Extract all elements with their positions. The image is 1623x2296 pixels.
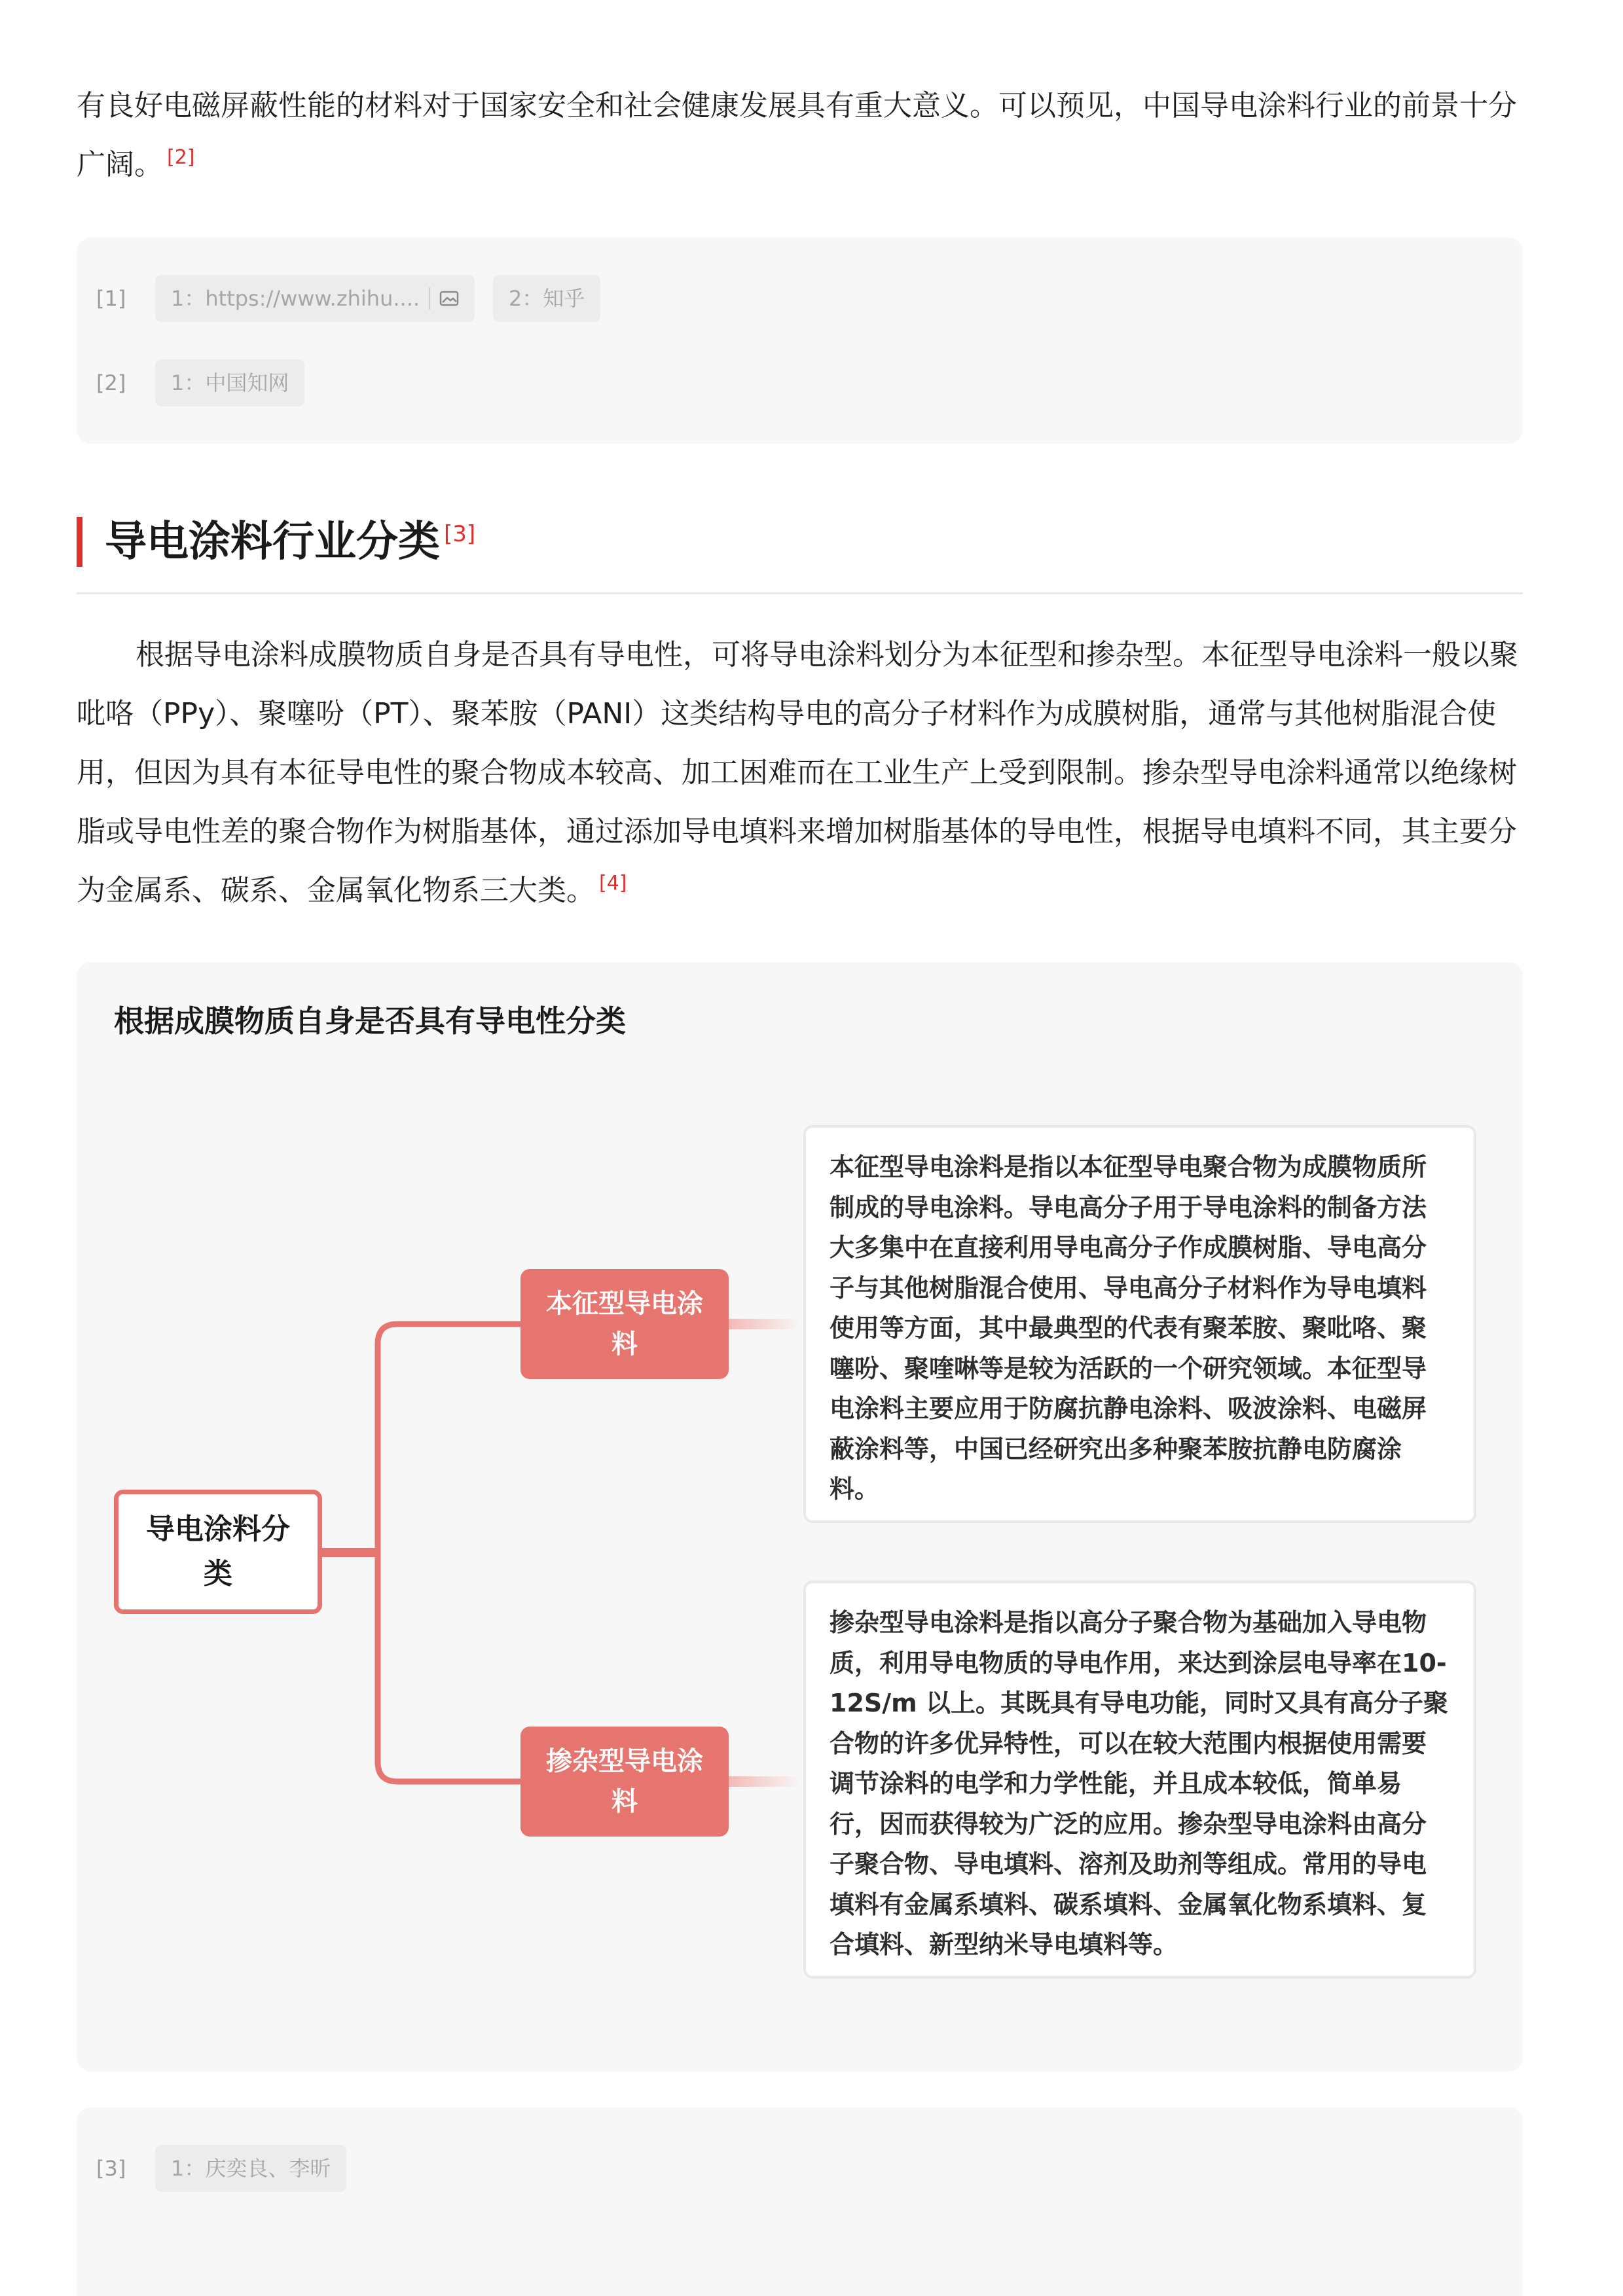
section-heading	[105, 512, 475, 571]
body-paragraph	[77, 626, 1523, 920]
chip-divider	[429, 287, 430, 310]
citation-link[interactable]: [4]	[599, 872, 627, 895]
branch-label: 掺杂型导电涂料	[546, 1746, 703, 1817]
body-text: 根据导电涂料成膜物质自身是否具有导电性，可将导电涂料划分为本征型和掺杂型。本征型导电涂料一般以聚吡咯（PPy）、聚噻吩（PT）、聚苯胺（PANI）这类结构导电的高分子材料作为成膜树脂，通常与其他树脂混合使用，但因为具有本征导电性的聚合物成本较高、加工困难而在工业生产上受到限制。掺杂型导电涂料通常以绝缘树脂或导电性差的聚合物作为树脂基体，通过添加导电填料来增加树脂基体的导电性，根据导电填料不同，其主要分为金属系、碳系、金属氧化物系三大类。	[77, 638, 1518, 907]
leaf-description: 本征型导电涂料是指以本征型导电聚合物为成膜物质所制成的导电涂料。导电高分子用于导电涂料的制备方法大多集中在直接利用导电高分子作成膜树脂、导电高分子与其他树脂混合使用、导电高分子材料作为导电填料使用等方面，其中最典型的代表有聚苯胺、聚吡咯、聚噻吩、聚喹啉等是较为活跃的一个研究领域。本征型导电涂料主要应用于防腐抗静电涂料、吸波涂料、电磁屏蔽涂料等，中国已经研究出多种聚苯胺抗静电防腐涂料。	[830, 1153, 1427, 1503]
intro-text: 有良好电磁屏蔽性能的材料对于国家安全和社会健康发展具有重大意义。可以预见，中国导电涂料行业的前景十分广阔。	[77, 89, 1517, 181]
intro-paragraph	[77, 77, 1517, 194]
leaf-description: 掺杂型导电涂料是指以高分子聚合物为基础加入导电物质，利用导电物质的导电作用，来达到涂层电导率在10-12S/m 以上。其既具有导电功能，同时又具有高分子聚合物的许多优异特性，可以在较大范围内根据使用需要调节涂料的电学和力学性能，并且成本较低，简单易行，因而获得较为广泛的应用。掺杂型导电涂料由高分子聚合物、导电填料、溶剂及助剂等组成。常用的导电填料有金属系填料、碳系填料、金属氧化物系填料、复合填料、新型纳米导电填料等。	[830, 1608, 1448, 1959]
branch-label: 本征型导电涂料	[546, 1289, 703, 1359]
root-label: 导电涂料分类	[146, 1513, 290, 1590]
citation-link[interactable]: [3]	[444, 520, 476, 547]
mindmap-branch-node	[520, 1269, 729, 1379]
mindmap-branch-node	[520, 1727, 729, 1837]
reference-number: [1]	[96, 286, 126, 311]
mindmap-root-node	[114, 1490, 322, 1614]
reference-row	[96, 275, 619, 322]
reference-chip[interactable]	[155, 275, 475, 322]
section-title: 导电涂料行业分类	[105, 518, 440, 566]
mindmap-leaf-node	[803, 1125, 1476, 1523]
mindmap-leaf-node	[803, 1581, 1476, 1979]
reference-box	[77, 2108, 1523, 2296]
classification-card	[77, 962, 1523, 2072]
reference-box	[77, 238, 1523, 444]
card-title: 根据成膜物质自身是否具有导电性分类	[114, 1003, 626, 1039]
reference-row	[96, 359, 323, 406]
image-icon	[439, 290, 459, 307]
reference-chip-label: 1：https://www.zhihu....	[171, 286, 420, 311]
reference-number: [3]	[96, 2156, 126, 2181]
reference-chip-label: 1：庆奕良、李昕	[171, 2156, 331, 2181]
reference-row	[96, 2145, 365, 2192]
reference-chip[interactable]	[155, 359, 304, 406]
heading-accent-bar	[77, 517, 82, 567]
reference-chip[interactable]	[493, 275, 600, 322]
section-divider	[77, 592, 1523, 594]
reference-chip-label: 1：中国知网	[171, 370, 289, 395]
citation-link[interactable]: [2]	[167, 146, 195, 170]
reference-number: [2]	[96, 370, 126, 395]
reference-chip[interactable]	[155, 2145, 346, 2192]
reference-chip-label: 2：知乎	[509, 286, 585, 311]
